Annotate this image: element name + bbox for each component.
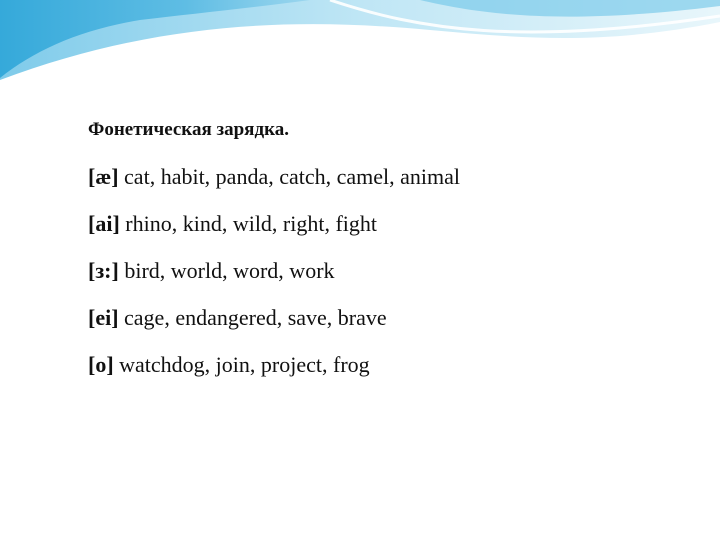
phonetic-line-1 (88, 164, 688, 190)
phonetic-line-2 (88, 211, 688, 237)
phonetic-words: bird, world, word, work (124, 258, 335, 283)
phonetic-words: cat, habit, panda, catch, camel, animal (124, 164, 460, 189)
decorative-wave-header (0, 0, 720, 90)
slide-title: Фонетическая зарядка. (88, 119, 289, 140)
phonetic-line-4 (88, 305, 688, 331)
phonetic-sound: [æ] (88, 164, 119, 189)
slide-content (88, 118, 688, 399)
phonetic-sound: [o] (88, 352, 114, 377)
phonetic-words: cage, endangered, save, brave (124, 305, 387, 330)
phonetic-words: rhino, kind, wild, right, fight (125, 211, 378, 236)
phonetic-line-3 (88, 258, 688, 284)
phonetic-words: watchdog, join, project, frog (119, 352, 370, 377)
phonetic-sound: [з:] (88, 258, 119, 283)
phonetic-line-5 (88, 352, 688, 378)
phonetic-sound: [ai] (88, 211, 120, 236)
phonetic-sound: [ei] (88, 305, 119, 330)
